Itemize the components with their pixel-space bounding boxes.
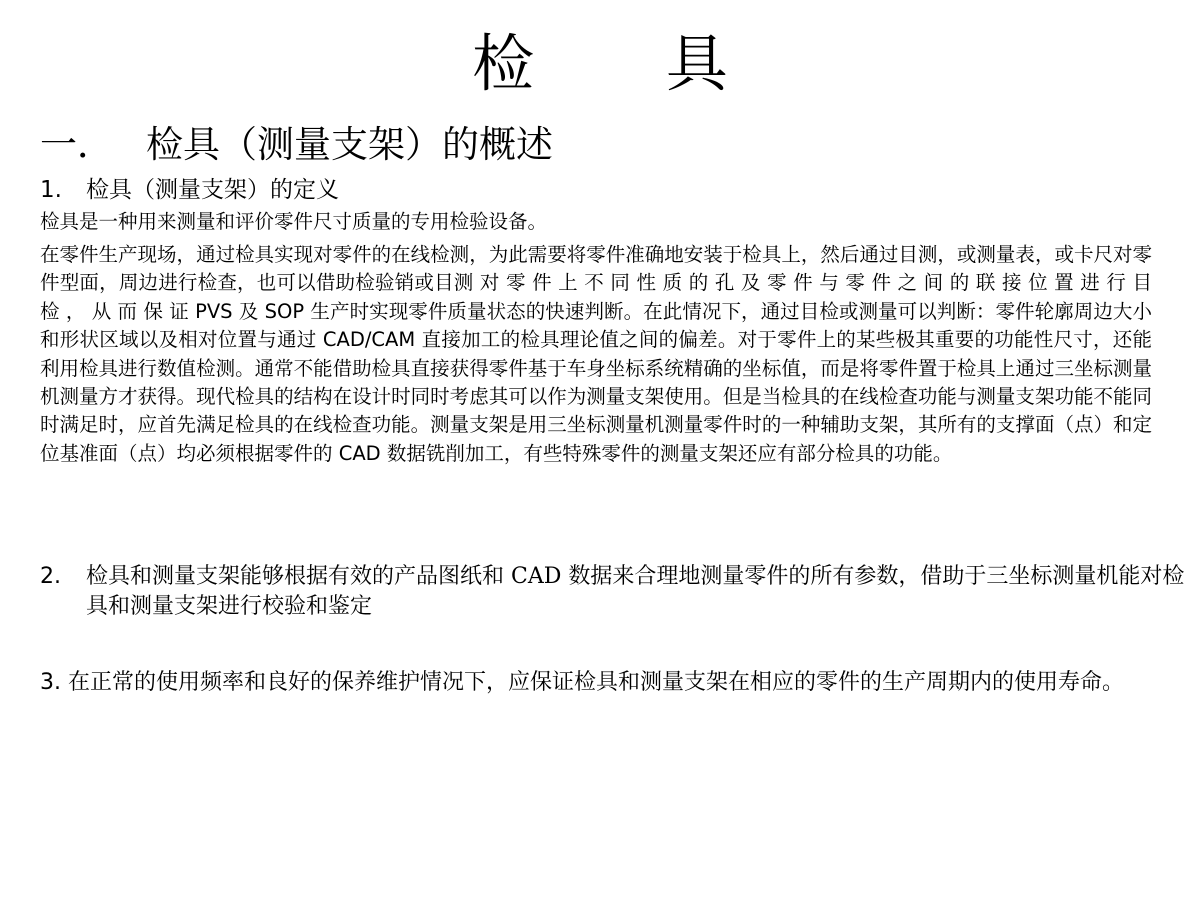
list-item-2-text: 检具和测量支架能够根据有效的产品图纸和 CAD 数据来合理地测量零件的所有参数，借助于三坐标测量机能对检具和测量支架进行校验和鉴定 bbox=[86, 564, 1185, 619]
section-number: 一． bbox=[40, 123, 114, 166]
section-heading-text: 检具（测量支架）的概述 bbox=[146, 123, 553, 166]
slide-title: 检 具 bbox=[472, 27, 784, 100]
subsection-heading bbox=[40, 175, 339, 205]
subsection-number: 1. bbox=[40, 177, 62, 203]
subsection-heading-text: 检具（测量支架）的定义 bbox=[86, 177, 339, 203]
body-paragraph: 在零件生产现场，通过检具实现对零件的在线检测，为此需要将零件准确地安装于检具上，然后通过目测，或测量表，或卡尺对零件型面，周边进行检查，也可以借助检验销或目测 对 零 件 上 不 同 性 质 的 孔 及 零 件 与 零 件 之 间 的 联 接 位 置 进 行 目 检 ， 从 而 保 证 PVS 及 SOP 生产时实现零件质量状态的快速判断。在此情况下，通过目检或测量可以判断：零件轮廓周边大小和形状区域以及相对位置与通过 CAD/CAM 直接加工的检具理论值之间的偏差。对于零件上的某些极其重要的功能性尺寸，还能利用检具进行数值检测。通常不能借助检具直接获得零件基于车身坐标系统精确的坐标值，而是将零件置于检具上通过三坐标测量机测量方才获得。现代检具的结构在设计时同时考虑其可以作为测量支架使用。但是当检具的在线检查功能与测量支架功能不能同时满足时，应首先满足检具的在线检查功能。测量支架是用三坐标测量机测量零件时的一种辅助支架，其所有的支撑面（点）和定位基准面（点）均必须根据零件的 CAD 数据铣削加工，有些特殊零件的测量支架还应有部分检具的功能。 bbox=[40, 243, 1152, 465]
list-item-3-number: 3. bbox=[40, 670, 61, 695]
list-item-2 bbox=[40, 562, 1196, 622]
section-heading bbox=[40, 122, 553, 168]
definition-text: 检具是一种用来测量和评价零件尺寸质量的专用检验设备。 bbox=[40, 210, 548, 233]
list-item-3-text: 在正常的使用频率和良好的保养维护情况下，应保证检具和测量支架在相应的零件的生产周期内的使用寿命。 bbox=[68, 670, 1125, 695]
list-item-2-number: 2. bbox=[40, 564, 61, 589]
list-item-3 bbox=[40, 668, 1196, 698]
